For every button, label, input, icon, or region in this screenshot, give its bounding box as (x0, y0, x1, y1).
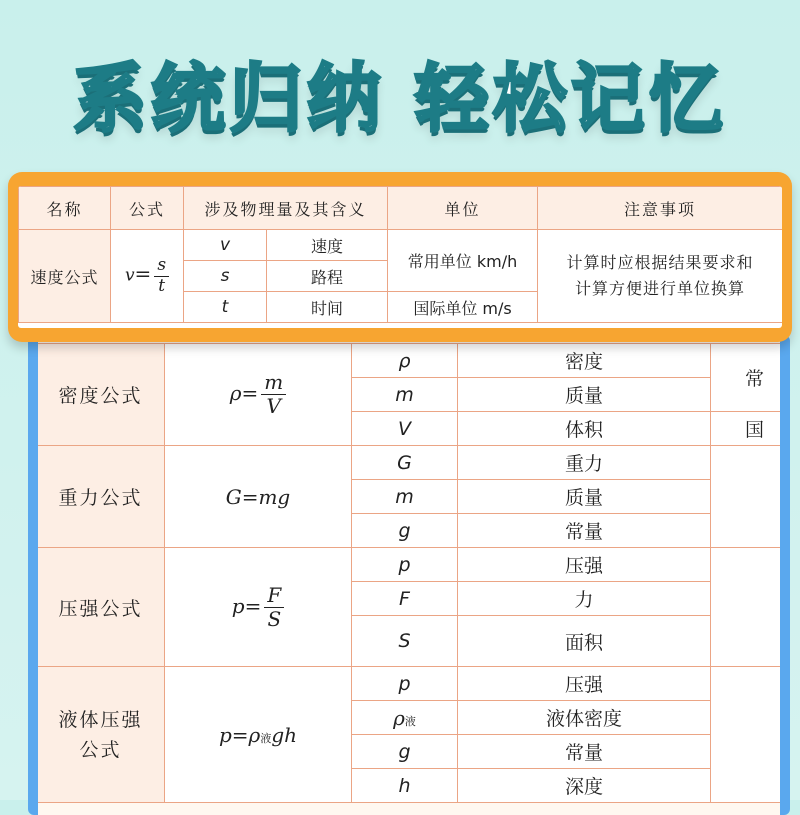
density-unit-common: 常 (711, 344, 781, 412)
pressure-name: 压强公式 (38, 548, 165, 667)
speed-note: 计算时应根据结果要求和 计算方便进行单位换算 (538, 230, 782, 323)
gravity-meaning: 重力 (458, 446, 711, 480)
speed-formula: v= $\frac{s}{t}$ (111, 230, 184, 323)
speed-symbol: t (184, 292, 267, 323)
top-table-container (18, 186, 782, 328)
density-meaning: 密度 (458, 344, 711, 378)
liquid-symbol: ρ液 (352, 701, 458, 735)
gravity-formula: G=mg (165, 446, 352, 548)
lower-table-container (38, 335, 780, 815)
pressure-symbol: F (352, 582, 458, 616)
gravity-symbol: G (352, 446, 458, 480)
density-symbol: V (352, 412, 458, 446)
header-formula: 公式 (111, 187, 184, 230)
pressure-symbol: p (352, 548, 458, 582)
liquid-symbol: h (352, 769, 458, 803)
pressure-formula: p= $\frac{F}{S}$ (165, 548, 352, 667)
gravity-unit (711, 446, 781, 548)
speed-symbol: s (184, 261, 267, 292)
liquid-pressure-formula: p=ρ液gh (165, 667, 352, 803)
formula-table-lower (38, 343, 780, 803)
header-quantities: 涉及物理量及其含义 (184, 187, 388, 230)
header-name: 名称 (19, 187, 111, 230)
gravity-name: 重力公式 (38, 446, 165, 548)
speed-name: 速度公式 (19, 230, 111, 323)
highlight-card (8, 172, 792, 342)
density-name: 密度公式 (38, 344, 165, 446)
gravity-symbol: g (352, 514, 458, 548)
density-symbol: m (352, 378, 458, 412)
header-unit: 单位 (388, 187, 538, 230)
liquid-meaning: 常量 (458, 735, 711, 769)
pressure-meaning: 压强 (458, 548, 711, 582)
pressure-symbol: S (352, 616, 458, 667)
density-symbol: ρ (352, 344, 458, 378)
liquid-meaning: 深度 (458, 769, 711, 803)
speed-meaning: 路程 (267, 261, 388, 292)
liquid-meaning: 压强 (458, 667, 711, 701)
density-formula: ρ= $\frac{m}{V}$ (165, 344, 352, 446)
speed-unit-si: 国际单位 m/s (388, 292, 538, 323)
header-notes: 注意事项 (538, 187, 782, 230)
pressure-meaning: 面积 (458, 616, 711, 667)
gravity-symbol: m (352, 480, 458, 514)
pressure-meaning: 力 (458, 582, 711, 616)
formula-table-top (18, 186, 782, 323)
speed-meaning: 时间 (267, 292, 388, 323)
pressure-unit (711, 548, 781, 667)
gravity-meaning: 质量 (458, 480, 711, 514)
lower-table-sheet (28, 335, 790, 815)
density-meaning: 质量 (458, 378, 711, 412)
liquid-pressure-name: 液体压强 公式 (38, 667, 165, 803)
liquid-symbol: g (352, 735, 458, 769)
speed-unit-common: 常用单位 km/h (388, 230, 538, 292)
speed-meaning: 速度 (267, 230, 388, 261)
gravity-meaning: 常量 (458, 514, 711, 548)
liquid-unit (711, 667, 781, 803)
headline: 系统归纳 轻松记忆 (73, 56, 727, 142)
liquid-symbol: p (352, 667, 458, 701)
speed-symbol: v (184, 230, 267, 261)
density-unit-si: 国 (711, 412, 781, 446)
liquid-meaning: 液体密度 (458, 701, 711, 735)
density-meaning: 体积 (458, 412, 711, 446)
